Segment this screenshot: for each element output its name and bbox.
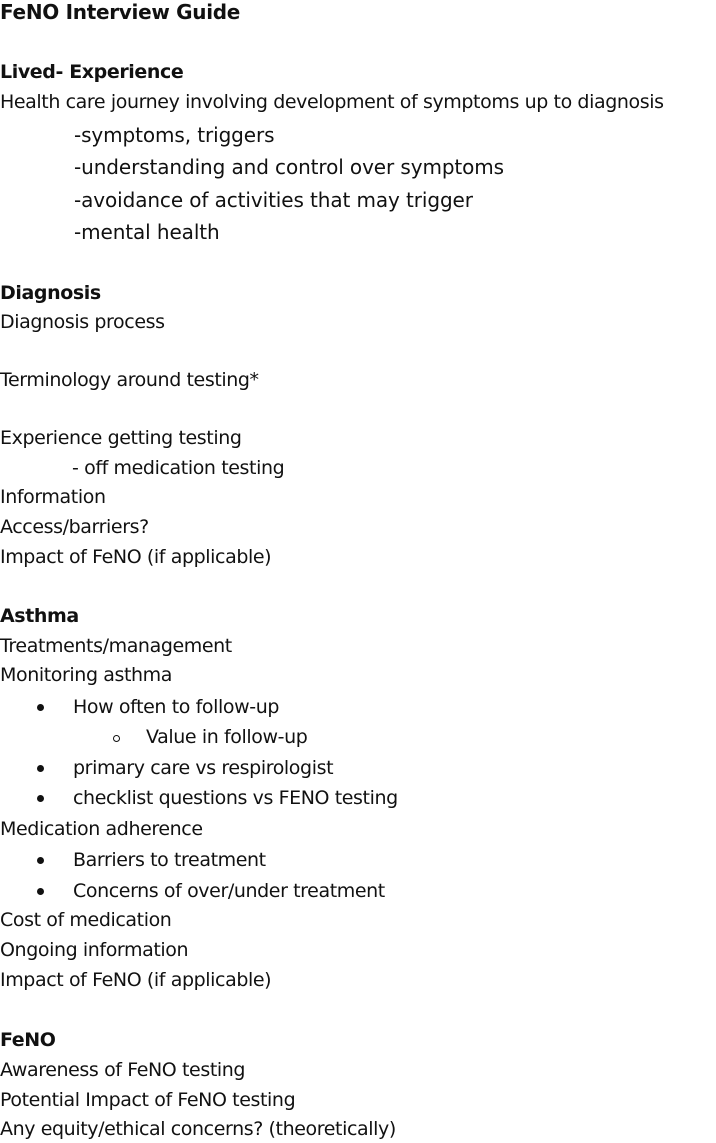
adherence-bullet-item: Concerns of over/under treatment: [73, 880, 385, 902]
section-heading-asthma: Asthma: [0, 605, 79, 627]
asthma-monitoring: Monitoring asthma: [0, 664, 173, 686]
adherence-bullet-item: Barriers to treatment: [73, 849, 266, 871]
bullet-icon: [37, 795, 44, 802]
section-heading-diagnosis: Diagnosis: [0, 282, 101, 304]
diagnosis-terminology: Terminology around testing*: [0, 369, 259, 391]
monitoring-bullet-item: How often to follow-up: [73, 696, 279, 718]
diagnosis-experience-subitem: - off medication testing: [72, 457, 285, 479]
feno-item: Potential Impact of FeNO testing: [0, 1089, 296, 1111]
lived-experience-subitem: -avoidance of activities that may trigger: [74, 188, 473, 212]
bullet-icon: [37, 857, 44, 864]
asthma-adherence: Medication adherence: [0, 818, 203, 840]
diagnosis-experience: Experience getting testing: [0, 427, 242, 449]
section-heading-lived-experience: Lived- Experience: [0, 61, 184, 83]
bullet-icon: [37, 888, 44, 895]
feno-item: Any equity/ethical concerns? (theoretically): [0, 1118, 396, 1140]
document-title: FeNO Interview Guide: [0, 0, 241, 24]
section-heading-feno: FeNO: [0, 1029, 56, 1051]
lived-experience-subitem: -understanding and control over symptoms: [74, 155, 505, 179]
lived-experience-subitem: -mental health: [74, 220, 220, 244]
lived-experience-subitem: -symptoms, triggers: [74, 123, 275, 147]
asthma-impact: Impact of FeNO (if applicable): [0, 969, 272, 991]
feno-item: Awareness of FeNO testing: [0, 1059, 246, 1081]
followup-subitem: Value in follow-up: [146, 726, 308, 748]
asthma-ongoing: Ongoing information: [0, 939, 189, 961]
diagnosis-impact: Impact of FeNO (if applicable): [0, 546, 272, 568]
asthma-cost: Cost of medication: [0, 909, 172, 931]
bullet-icon: [37, 765, 44, 772]
diagnosis-information: Information: [0, 486, 106, 508]
monitoring-bullet-item: primary care vs respirologist: [73, 757, 334, 779]
monitoring-bullet-item: checklist questions vs FENO testing: [73, 787, 398, 809]
diagnosis-access: Access/barriers?: [0, 516, 149, 538]
bullet-icon: [37, 704, 44, 711]
asthma-treatments: Treatments/management: [0, 635, 232, 657]
diagnosis-process: Diagnosis process: [0, 311, 165, 333]
lived-experience-intro: Health care journey involving development of symptoms up to diagnosis: [0, 91, 664, 113]
circle-bullet-icon: [113, 735, 120, 742]
